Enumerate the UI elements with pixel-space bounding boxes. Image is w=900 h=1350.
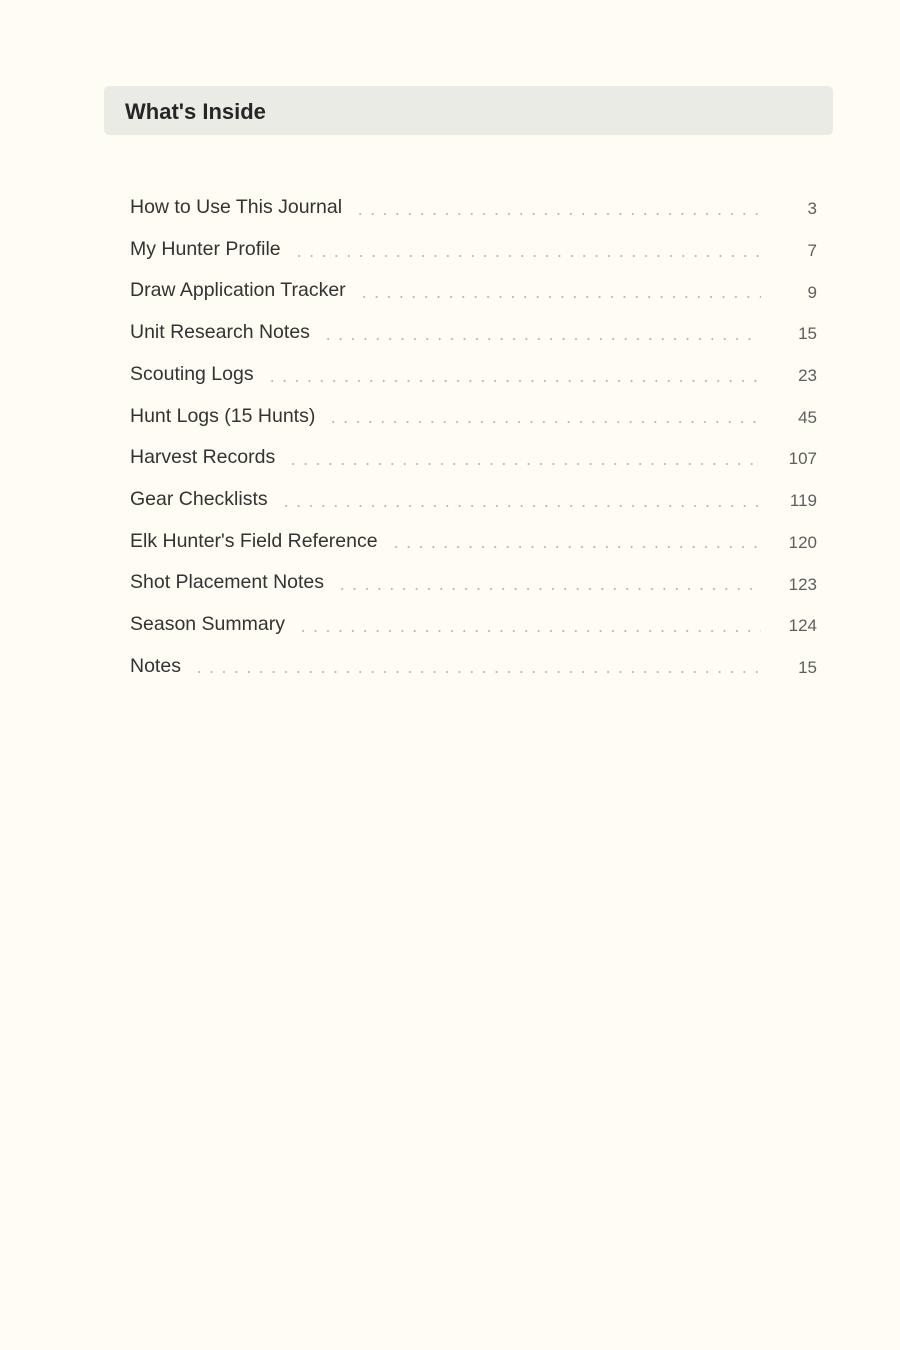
- toc-entry-hunt-logs[interactable]: [130, 395, 817, 437]
- dot-leader: [320, 338, 761, 340]
- toc-entry-label: Hunt Logs (15 Hunts): [130, 404, 316, 427]
- toc-entry-gear-checklists[interactable]: [130, 479, 817, 521]
- dot-leader: [291, 255, 761, 257]
- toc-entry-label: Unit Research Notes: [130, 321, 310, 344]
- toc-entry-field-reference[interactable]: [130, 521, 817, 563]
- dot-leader: [352, 213, 761, 215]
- toc-entry-page-number: 23: [798, 366, 817, 386]
- toc-entry-page-number: 107: [788, 449, 817, 469]
- toc-entry-page-number: 15: [798, 657, 817, 677]
- toc-entry-label: Notes: [130, 654, 181, 677]
- toc-entry-shot-placement-notes[interactable]: [130, 562, 817, 604]
- toc-entry-page-number: 3: [807, 199, 817, 219]
- dot-leader: [388, 546, 761, 548]
- toc-entry-label: Draw Application Tracker: [130, 279, 346, 302]
- toc-entry-page-number: 7: [807, 241, 817, 261]
- dot-leader: [295, 630, 761, 632]
- toc-entry-page-number: 120: [788, 532, 817, 552]
- toc-entry-label: Shot Placement Notes: [130, 571, 325, 594]
- toc-entry-label: Elk Hunter's Field Reference: [130, 529, 378, 552]
- toc-entry-unit-research-notes[interactable]: [130, 312, 817, 354]
- dot-leader: [264, 380, 761, 382]
- toc-entry-draw-application-tracker[interactable]: [130, 270, 817, 312]
- section-header: [104, 86, 833, 135]
- toc-entry-label: Season Summary: [130, 612, 285, 635]
- table-of-contents: [130, 187, 817, 687]
- toc-entry-page-number: 119: [789, 491, 817, 511]
- toc-entry-page-number: 15: [798, 324, 817, 344]
- toc-entry-scouting-logs[interactable]: [130, 354, 817, 396]
- toc-entry-how-to-use[interactable]: [130, 187, 817, 229]
- dot-leader: [325, 421, 761, 423]
- toc-entry-page-number: 123: [788, 574, 817, 594]
- toc-entry-label: How to Use This Journal: [130, 196, 343, 219]
- toc-entry-label: Gear Checklists: [130, 487, 268, 510]
- toc-entry-page-number: 124: [788, 616, 817, 636]
- dot-leader: [334, 588, 761, 590]
- dot-leader: [191, 671, 761, 673]
- toc-entry-hunter-profile[interactable]: [130, 229, 817, 271]
- toc-entry-harvest-records[interactable]: [130, 437, 817, 479]
- toc-entry-notes[interactable]: [130, 646, 817, 688]
- toc-entry-label: Scouting Logs: [130, 362, 254, 385]
- page-title: What's Inside: [125, 98, 266, 124]
- dot-leader: [278, 505, 761, 507]
- toc-entry-page-number: 9: [807, 282, 817, 302]
- toc-entry-label: Harvest Records: [130, 446, 276, 469]
- toc-entry-page-number: 45: [798, 407, 817, 427]
- dot-leader: [285, 463, 761, 465]
- toc-entry-season-summary[interactable]: [130, 604, 817, 646]
- dot-leader: [356, 296, 761, 298]
- toc-entry-label: My Hunter Profile: [130, 237, 281, 260]
